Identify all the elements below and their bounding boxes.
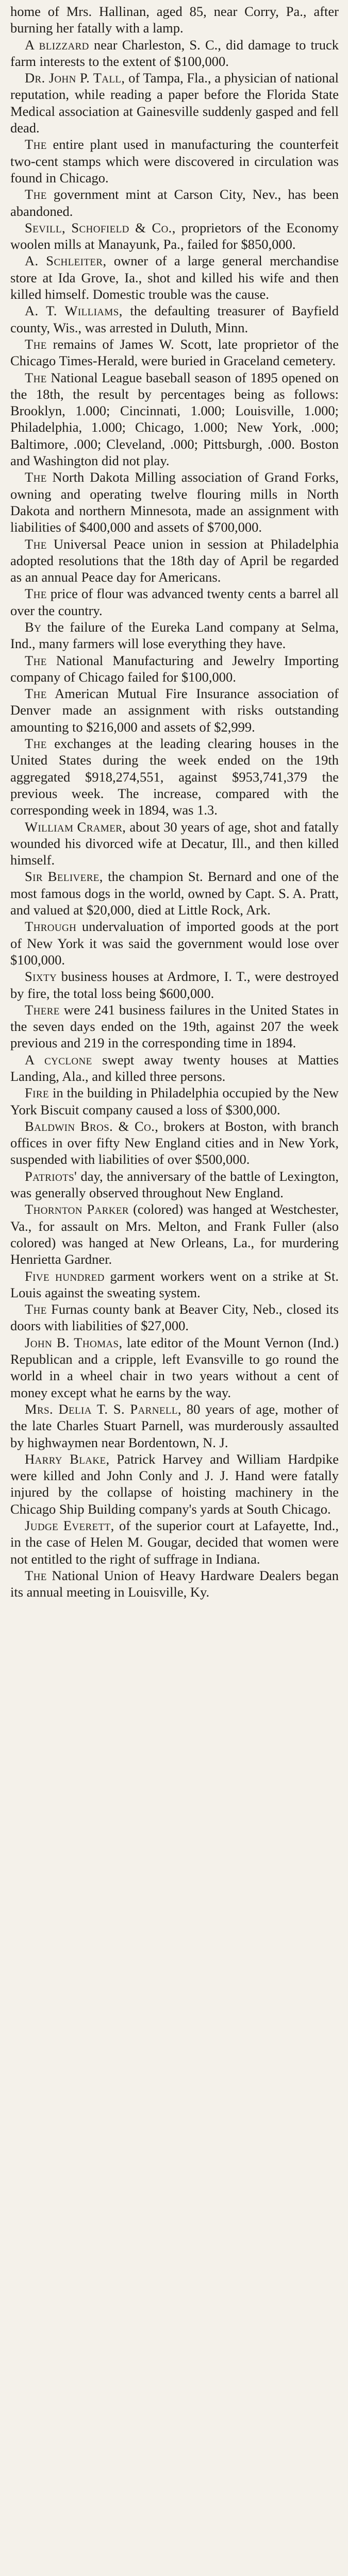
news-item-text: entire plant used in manufacturing the counterfeit two-cent stamps which were discovered in circulation was found in Chicago.: [10, 137, 339, 185]
news-item-lead: The: [25, 369, 47, 385]
news-item: [10, 1268, 339, 1301]
news-item-lead: The: [25, 652, 47, 668]
news-item-text: government mint at Carson City, Nev., has been abandoned.: [10, 187, 339, 219]
news-item-lead: Through: [25, 919, 77, 935]
news-item-text: brokers at Boston, with branch offices in over fifty New England cities and in New York, suspended with liabilities of over $500,000.: [10, 1118, 339, 1167]
news-item-text: of Tampa, Fla., a physician of national reputation, while reading a paper before the Florida State Medical association at Gainesville suddenly gasped and fell dead.: [10, 70, 339, 136]
news-item-text: (colored) was hanged at Westchester, Va., for assault on Mrs. Melton, and Frank Fuller (also colored) was hanged at New Orleans, La., for murdering Henrietta Gardner.: [10, 1201, 339, 1267]
news-item-lead: The: [25, 1567, 47, 1583]
news-item-lead: The: [25, 187, 47, 202]
news-item: [10, 369, 339, 469]
news-item-lead: The: [25, 736, 47, 752]
news-item-text: 80 years of age, mother of the late Charles Stuart Parnell, was murderously assaulted by highwaymen near Bordentown, N. J.: [10, 1401, 339, 1450]
news-item-lead: A blizzard: [25, 37, 89, 53]
news-item-lead: A cyclone: [25, 1052, 92, 1067]
news-item-lead: Baldwin Bros. & Co.,: [25, 1118, 159, 1134]
news-item: [10, 1201, 339, 1267]
news-item-lead: There: [25, 1002, 60, 1018]
news-item-text: owner of a large general merchandise store at Ida Grove, Ia., shot and killed his wife and then killed himself. Domestic trouble was the cause.: [10, 253, 339, 302]
news-item: [10, 1517, 339, 1567]
news-item-text: the champion St. Bernard and one of the most famous dogs in the world, owned by Capt. S. A. Pratt, and valued at $20,000, died at Little Rock, Ark.: [10, 869, 339, 918]
news-item-text: in the building in Philadelphia occupied by the New York Biscuit company caused a loss of $300,000.: [10, 1085, 339, 1117]
news-item: [10, 1334, 339, 1401]
news-item-text: proprietors of the Economy woolen mills at Manayunk, Pa., failed for $850,000.: [10, 219, 339, 252]
news-item-lead: A. T. Williams,: [25, 303, 123, 319]
news-item-lead: Sir Belivere,: [25, 869, 103, 885]
news-item: [10, 1118, 339, 1168]
news-item: [10, 536, 339, 586]
news-item: [10, 186, 339, 219]
news-item-lead: Judge Everett,: [25, 1518, 114, 1534]
news-item-text: price of flour was advanced twenty cents a barrel all over the country.: [10, 586, 339, 618]
news-item-text: about 30 years of age, shot and fatally wounded his divorced wife at Decatur, Ill., and then killed himself.: [10, 819, 339, 868]
news-item: [10, 219, 339, 253]
news-item-lead: Fire: [25, 1085, 49, 1101]
news-item-text: of the superior court at Lafayette, Ind., in the case of Helen M. Gougar, decided that women were not entitled to the right of suffrage in Indiana.: [10, 1518, 339, 1567]
news-item-lead: Sixty: [25, 969, 57, 985]
news-item-text: were 241 business failures in the United States in the seven days ended on the 19th, against 207 the week previous and 219 in the corresponding time in 1894.: [10, 1002, 339, 1051]
news-item-lead: Patriots': [25, 1168, 77, 1184]
news-item-lead: The: [25, 536, 47, 552]
news-item: [10, 302, 339, 336]
news-item-text: National League baseball season of 1895 opened on the 18th, the result by percentages being as follows: Brooklyn, 1.000; Cincinnati, 1.000; Louisville, 1.000; Philadelphia, 1.000; Chicago, 1.000; New York, .000; Baltimore, .000; Cleveland, .000; Pittsburgh, .000. Boston and Washington did not play.: [10, 369, 339, 469]
news-item-text: Furnas county bank at Beaver City, Neb., closed its doors with liabilities of $27,000.: [10, 1301, 339, 1334]
news-item-text: late editor of the Mount Vernon (Ind.) Republican and a cripple, left Evansville to go round the world in a wheel chair in two years without a cent of money except what he earns by the way.: [10, 1334, 339, 1400]
news-item-text: American Mutual Fire Insurance association of Denver made an assignment with risks outstanding amounting to $216,000 and assets of $2,999.: [10, 686, 339, 735]
news-item-lead: The: [25, 1301, 47, 1317]
news-item-text: the defaulting treasurer of Bayfield county, Wis., was arrested in Duluth, Minn.: [10, 303, 339, 335]
news-item-lead: John B. Thomas,: [25, 1334, 123, 1350]
news-item-lead: The: [25, 686, 47, 702]
news-item-text: remains of James W. Scott, late proprietor of the Chicago Times-Herald, were buried in Graceland cemetery.: [10, 336, 339, 369]
news-item-lead: Mrs. Delia T. S. Parnell,: [25, 1401, 181, 1417]
news-item: [10, 336, 339, 369]
news-item-lead: The: [25, 586, 47, 602]
news-item-lead: Thornton Parker: [25, 1201, 129, 1217]
news-item-text: near Charleston, S. C., did damage to truck farm interests to the extent of $100,000.: [10, 37, 339, 69]
news-item: [10, 968, 339, 1002]
news-item: [10, 37, 339, 70]
news-item-text: garment workers went on a strike at St. Louis against the sweating system.: [10, 1268, 339, 1300]
news-item-lead: Dr. John P. Tall,: [25, 70, 125, 86]
news-item-text: Universal Peace union in session at Philadelphia adopted resolutions that the 18th day of April be regarded as an annual Peace day for Americans.: [10, 536, 339, 585]
news-item: [10, 136, 339, 186]
news-item: [10, 1002, 339, 1052]
news-item-text: home of Mrs. Hallinan, aged 85, near Corry, Pa., after burning her fatally with a lamp.: [10, 4, 339, 36]
news-item: [10, 1451, 339, 1517]
news-item-text: exchanges at the leading clearing houses in the United States during the week ended on the 19th aggregated $918,274,551, against $953,741,379 the previous week. The increase, compared with the corresponding week in 1894, was 1.3.: [10, 736, 339, 818]
news-item: [10, 3, 339, 37]
news-item-lead: Sevill, Schofield & Co.,: [25, 219, 176, 235]
news-item-text: National Union of Heavy Hardware Dealers began its annual meeting in Louisville, Ky.: [10, 1567, 339, 1600]
news-item-text: North Dakota Milling association of Grand Forks, owning and operating twelve flouring mills in North Dakota and northern Minnesota, made an assignment with liabilities of $400,000 and assets of $700,000.: [10, 469, 339, 535]
news-item-text: Patrick Harvey and William Hardpike were killed and John Conly and J. J. Hand were fatally injured by the collapse of hoisting machinery in the Chicago Ship Building company's yards at South Chicago.: [10, 1451, 339, 1517]
news-item-text: National Manufacturing and Jewelry Importing company of Chicago failed for $100,000.: [10, 652, 339, 685]
news-item: [10, 1168, 339, 1201]
news-item: [10, 918, 339, 968]
news-item: [10, 1401, 339, 1451]
news-item-lead: The: [25, 469, 47, 485]
news-item: [10, 819, 339, 869]
news-item-lead: By: [25, 619, 42, 635]
news-item-text: swept away twenty houses at Matties Landing, Ala., and killed three persons.: [10, 1052, 339, 1084]
news-item: [10, 1052, 339, 1085]
news-item: [10, 469, 339, 535]
news-item-lead: The: [25, 336, 47, 352]
news-item-text: business houses at Ardmore, I. T., were destroyed by fire, the total loss being $600,000.: [10, 969, 339, 1001]
news-item: [10, 735, 339, 818]
news-item-text: day, the anniversary of the battle of Lexington, was generally observed throughout New England.: [10, 1168, 339, 1201]
news-item: [10, 1301, 339, 1334]
news-item-lead: The: [25, 137, 47, 152]
news-item: [10, 1084, 339, 1118]
news-item: [10, 70, 339, 136]
news-item-lead: William Cramer,: [25, 819, 126, 835]
news-item: [10, 1567, 339, 1601]
news-item-text: undervaluation of imported goods at the port of New York it was said the government would lose over $100,000.: [10, 919, 339, 968]
news-item-lead: Five hundred: [25, 1268, 105, 1284]
news-item-lead: A. Schleiter,: [25, 253, 107, 269]
news-item: [10, 252, 339, 302]
news-item-text: the failure of the Eureka Land company at Selma, Ind., many farmers will lose everything they have.: [10, 619, 339, 652]
news-item: [10, 685, 339, 735]
news-item-lead: Harry Blake,: [25, 1451, 110, 1467]
news-item: [10, 868, 339, 918]
news-item: [10, 619, 339, 652]
news-item: [10, 585, 339, 619]
news-item: [10, 652, 339, 686]
